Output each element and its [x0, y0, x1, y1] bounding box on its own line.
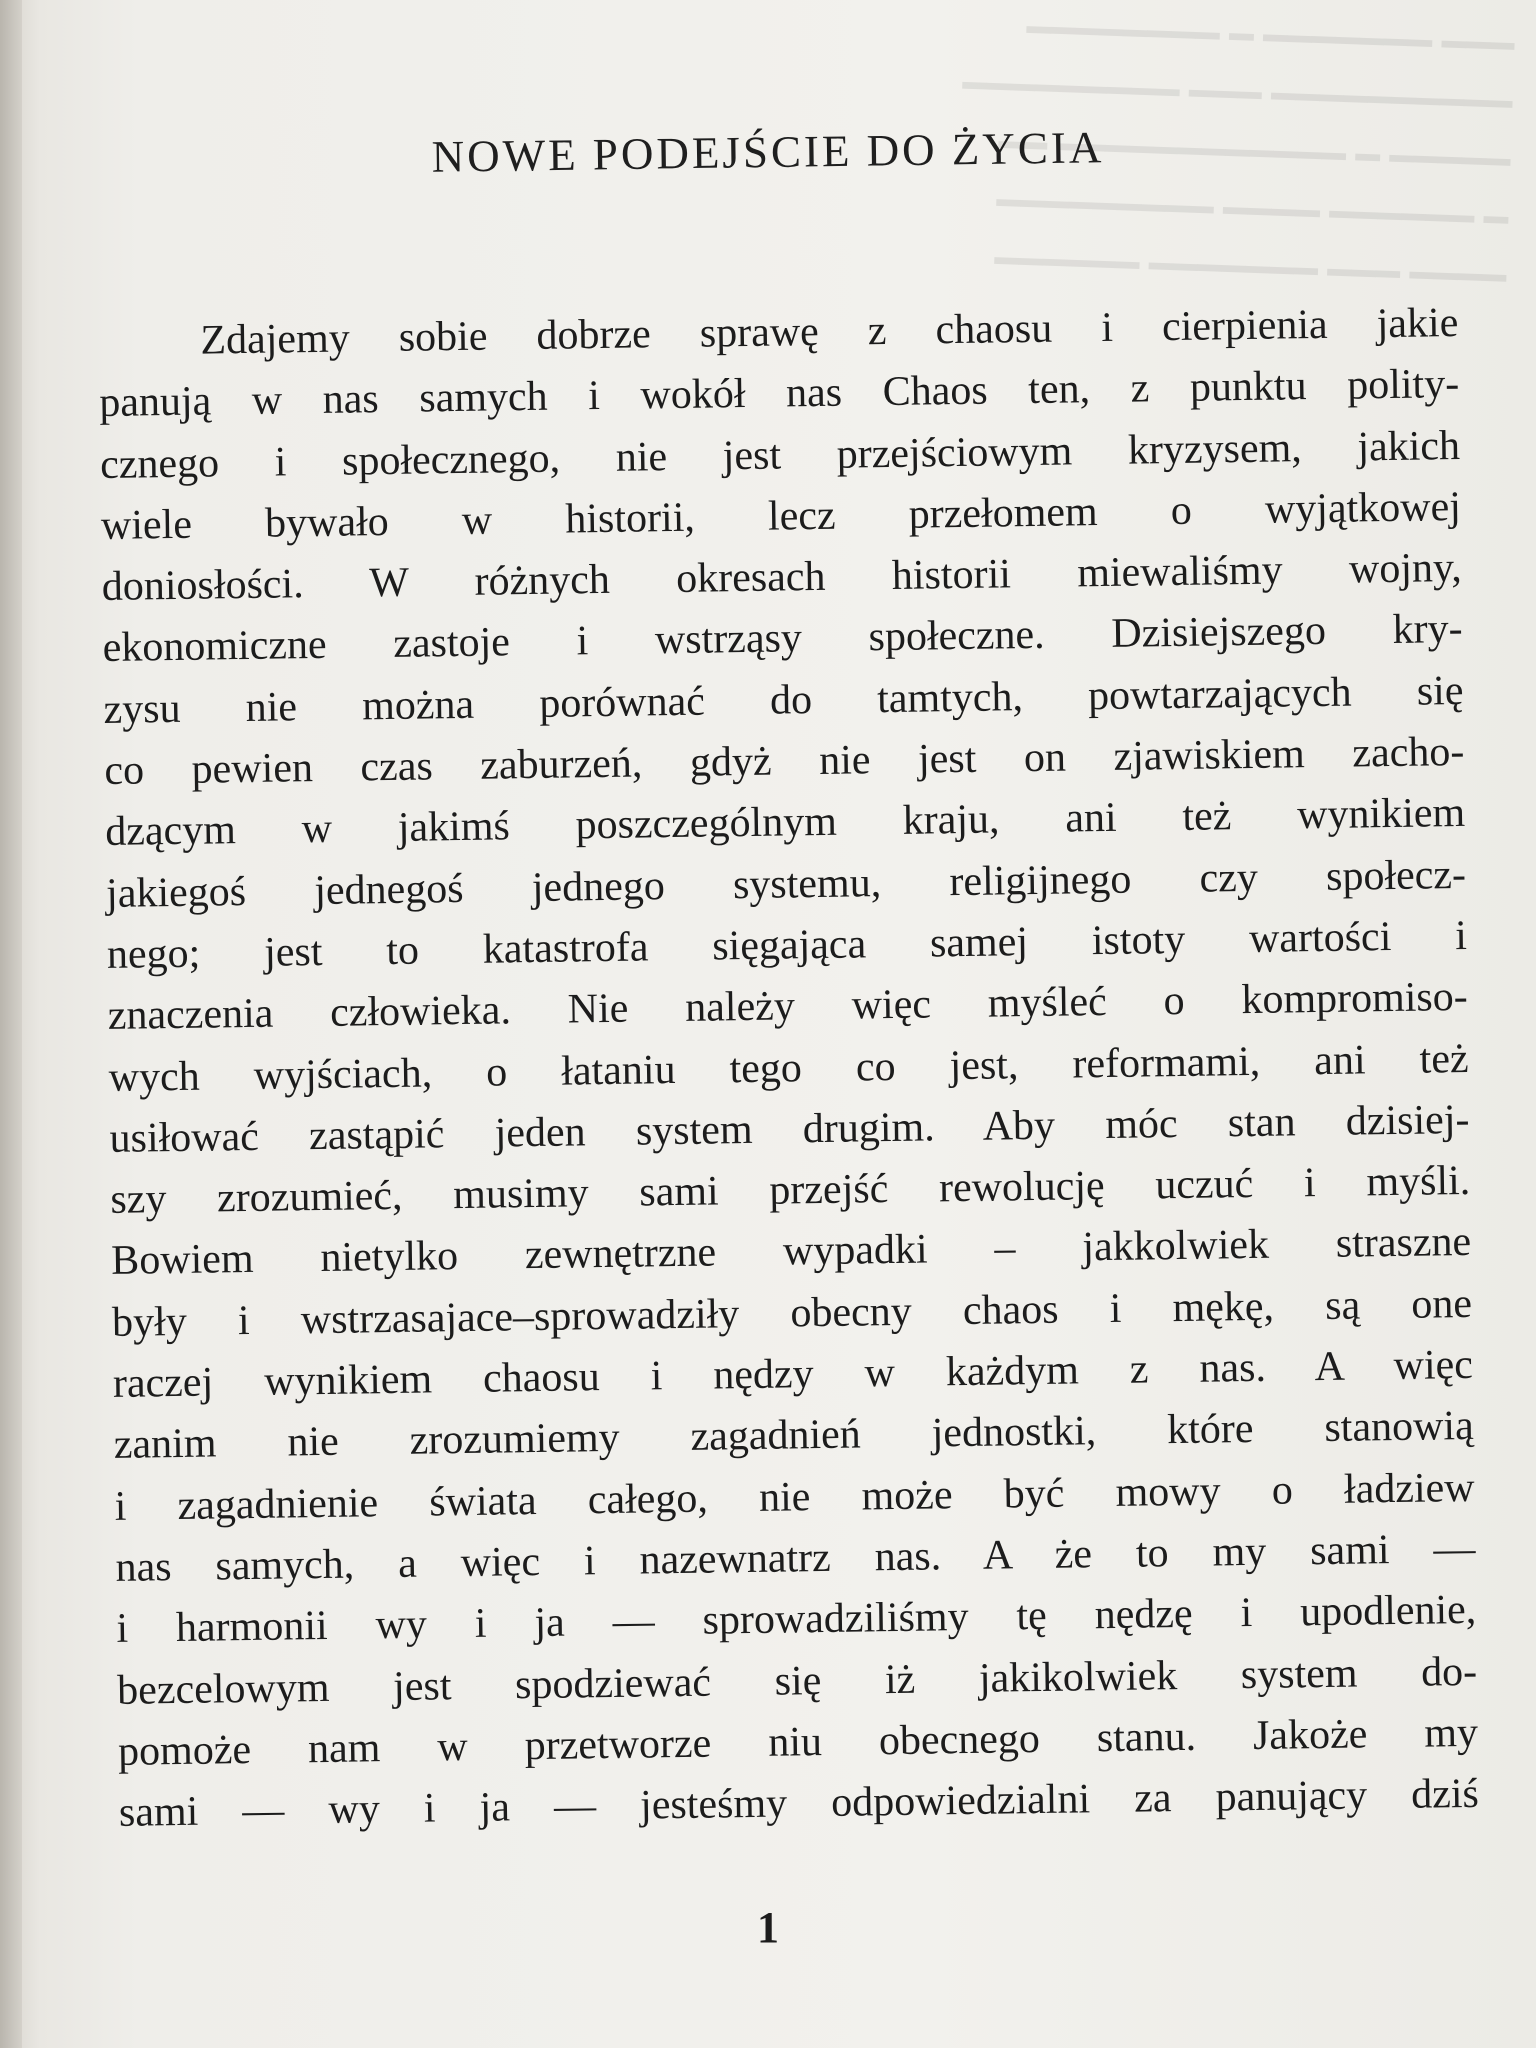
chapter-title: NOWE PODEJŚCIE DO ŻYCIA [431, 122, 1105, 182]
text-line: Zdajemy sobie dobrze sprawę z chaosu i cierpienia jakie [200, 300, 1459, 364]
text-line: bezcelowym jest spodziewać się iż jakikolwiek system do- [116, 1648, 1478, 1714]
text-line: szy zrozumieć, musimy sami przejść rewolucję uczuć i myśli. [110, 1158, 1471, 1224]
show-through-text: ━━━ ━━━━━━━ ━ ━━━━━━━━ ━━━━━━━━━━ ━━━ ━━━━━━━━━ ━━━━━ ━ ━━━━━━━━━━━━ ━━ ━ ━━━━━━ ━━━━ ━━━━━━━━━ ━━━━ ━━━ ━━━━━━━ ━━━━━━ [961, 7, 1515, 302]
body-paragraph [98, 293, 1479, 1844]
text-line: pomoże nam w przetworze niu obecnego stanu. Jakoże my [117, 1709, 1479, 1775]
text-line: raczej wynikiem chaosu i nędzy w każdym z nas. A więc [112, 1341, 1474, 1407]
text-line: sami — wy i ja — jesteśmy odpowiedzialni za panujący dziś [118, 1770, 1480, 1836]
text-line: zanim nie zrozumiemy zagadnień jednostki, które stanowią [113, 1403, 1475, 1469]
text-line: jakiegoś jednegoś jednego systemu, religijnego czy społecz- [105, 851, 1467, 917]
text-line: znaczenia człowieka. Nie należy więc myśleć o kompromiso- [107, 974, 1469, 1040]
text-line: Bowiem nietylko zewnętrzne wypadki – jakkolwiek straszne [110, 1219, 1472, 1285]
text-line: panują w nas samych i wokół nas Chaos ten, z punktu polity- [98, 361, 1460, 427]
text-line: nas samych, a więc i nazewnatrz nas. A że to my sami — [115, 1525, 1476, 1591]
text-line: były i wstrzasajace–sprowadziły obecny chaos i mękę, są one [111, 1280, 1473, 1346]
text-line: i zagadnienie świata całego, nie może być mowy o ładziew [114, 1464, 1475, 1530]
text-line: co pewien czas zaburzeń, gdyż nie jest on zjawiskiem zacho- [104, 729, 1465, 795]
text-line: doniosłości. W różnych okresach historii miewaliśmy wojny, [101, 545, 1463, 611]
text-line: i harmonii wy i ja — sprowadziliśmy tę nędzę i upodlenie, [116, 1587, 1477, 1653]
text-line: nego; jest to katastrofa sięgająca samej istoty wartości i [106, 912, 1468, 978]
text-line: zysu nie można porównać do tamtych, powtarzających się [103, 667, 1464, 733]
text-line: usiłować zastąpić jeden system drugim. Aby móc stan dzisiej- [109, 1096, 1470, 1162]
text-line: wych wyjściach, o łataniu tego co jest, reformami, ani też [108, 1035, 1469, 1101]
page-number: 1 [757, 1903, 779, 1952]
text-line: wiele bywało w historii, lecz przełomem o wyjątkowej [100, 483, 1462, 549]
text-line: cznego i społecznego, nie jest przejściowym kryzysem, jakich [99, 422, 1461, 488]
text-line: ekonomiczne zastoje i wstrząsy społeczne. Dzisiejszego kry- [102, 606, 1463, 672]
text-line: dzącym w jakimś poszczególnym kraju, ani też wynikiem [104, 790, 1466, 856]
